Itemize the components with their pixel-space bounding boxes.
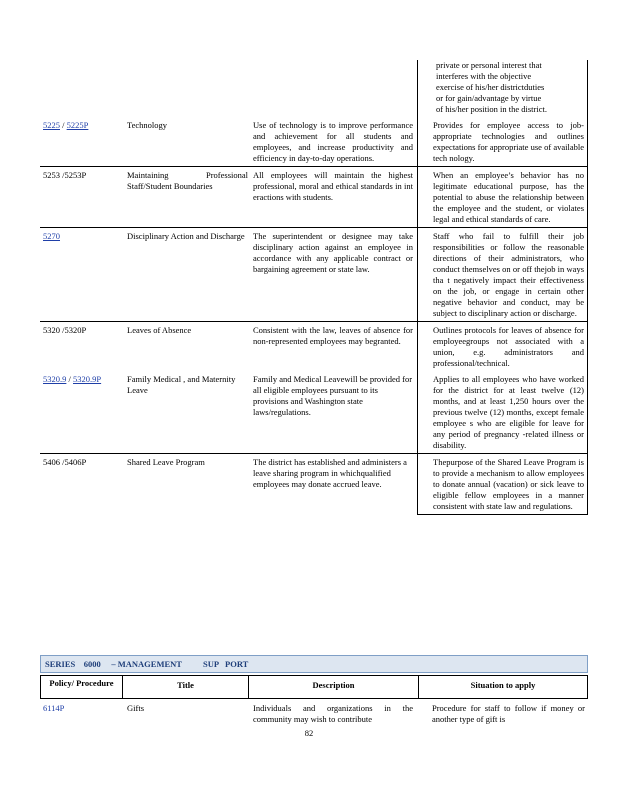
- policy-description: Individuals and organizations in the community may wish to contribute: [253, 703, 413, 724]
- policy-code: 5406 /5406P: [43, 457, 87, 467]
- situation-text: Thepurpose of the Shared Leave Program is to provide a mechanism to allow employees to donate annual (vacation) or sick leave to eligible fellow employees in a manner consistent with state law and regulations.: [433, 457, 584, 511]
- situation-text: Procedure for staff to follow if money or another type of gift is: [432, 703, 585, 724]
- policy-description: The superintendent or designee may take disciplinary action against an employee in accordance with any applicable contract or bargaining agreement or state law.: [253, 231, 413, 274]
- policy-situation: [417, 167, 588, 227]
- policy-situation: [417, 700, 588, 727]
- series-heading: SERIES 6000 – MANAGEMENT SUP PORT: [40, 655, 588, 673]
- policy-description: Consistent with the law, leaves of absence for non-represented employees may begranted.: [253, 325, 413, 346]
- situation-text: Applies to all employees who have worked for the district for at least twelve (12) months, and at least 1,250 hours over the previous twelve (12) months, except female employee s who are eligible for leave for any period of pregnancy -related illness or disability.: [433, 374, 584, 450]
- continuation-line: exercise of his/her districtduties: [436, 82, 545, 92]
- bullet-box-icon: [421, 325, 433, 369]
- policy-title: Gifts: [127, 703, 144, 713]
- policy-link[interactable]: 5270: [43, 231, 60, 241]
- continuation-line: or for gain/advantage by virtue: [436, 93, 542, 103]
- policy-situation: [417, 454, 588, 515]
- header-title: Title: [123, 676, 249, 698]
- table-row: [40, 322, 588, 371]
- table-row: [40, 700, 588, 727]
- policy-title: Shared Leave Program: [127, 457, 205, 467]
- header-situation: Situation to apply: [470, 680, 536, 690]
- table-header: [40, 675, 588, 699]
- situation-text: Provides for employee access to job-appropriate technologies and outlines expectations for appropriate use of available tech nology.: [433, 120, 584, 163]
- policy-link[interactable]: 5320.9: [43, 374, 67, 384]
- policy-title: Maintaining Professional Staff/Student Boundaries: [127, 170, 248, 191]
- table-row: [40, 167, 588, 228]
- header-description: Description: [249, 676, 419, 698]
- policy-description: The district has established and administers a leave sharing program in whichqualified employees may donate accrued leave.: [253, 457, 407, 489]
- bullet-box-icon: [421, 231, 433, 319]
- policy-description: Use of technology is to improve performance and achievement for all students and employees, and increase productivity and efficiency in day-to-day operations.: [253, 120, 413, 163]
- situation-text: When an employee’s behavior has no legitimate educational purpose, has the potential to abuse the relationship between the employee and the student, or violates legal and ethical standards of care.: [433, 170, 584, 224]
- policy-situation: [417, 322, 588, 371]
- policy-code: [40, 228, 124, 321]
- policy-code: 5320 /5320P: [43, 325, 87, 335]
- policy-link[interactable]: 5225: [43, 120, 60, 130]
- policy-title: Family Medical , and Maternity Leave: [127, 374, 236, 395]
- policy-title: Leaves of Absence: [127, 325, 192, 335]
- continuation-cell: [417, 60, 588, 117]
- bullet-box-icon: [421, 374, 433, 451]
- table-row: [40, 228, 588, 322]
- policy-code: 5253 /5253P: [43, 170, 87, 180]
- bullet-box-icon: [421, 120, 433, 164]
- bullet-box-icon: [421, 170, 433, 225]
- table-row: [40, 454, 588, 515]
- header-policy: Policy/ Procedure: [41, 676, 123, 698]
- policy-code: [40, 117, 124, 166]
- policy-situation: [417, 371, 588, 453]
- continuation-line: interferes with the objective: [436, 71, 532, 81]
- continuation-row: [40, 60, 588, 117]
- policy-title: Disciplinary Action and Discharge: [127, 231, 245, 241]
- table-row: [40, 371, 588, 454]
- bullet-box-icon: [420, 703, 432, 725]
- policy-code: 6114P: [43, 703, 65, 713]
- policy-situation: [417, 228, 588, 321]
- policy-code: [40, 371, 124, 453]
- continuation-line: private or personal interest that: [436, 60, 542, 70]
- situation-text: Staff who fail to fulfill their job responsibilities or follow the reasonable directions of their administrators, who conduct themselves on or off thejob in ways tha t negatively impact their effectiveness on the job, or engage in certain other negative behavior and conduct, may be subject to disciplinary action or discharge.: [433, 231, 584, 318]
- policy-title: Technology: [127, 120, 168, 130]
- continuation-line: of his/her position in the district.: [436, 104, 547, 114]
- situation-text: Outlines protocols for leaves of absence for employeegroups not associated with a union, e.g. administrators and professional/technical.: [433, 325, 584, 368]
- procedure-link[interactable]: 5225P: [66, 120, 89, 130]
- page-number: 82: [304, 728, 314, 738]
- policy-situation: [417, 117, 588, 166]
- procedure-link[interactable]: 5320.9P: [73, 374, 102, 384]
- policy-description: Family and Medical Leavewill be provided for all eligible employees pursuant to its provisions and Washington state laws/regulations.: [253, 374, 413, 417]
- table-row: [40, 117, 588, 167]
- bullet-box-icon: [421, 457, 433, 512]
- policy-table: [40, 60, 588, 515]
- policy-description: All employees will maintain the highest professional, moral and ethical standards in int eractions with students.: [253, 170, 413, 202]
- code-separator: /: [66, 374, 73, 384]
- code-separator: /: [60, 120, 67, 130]
